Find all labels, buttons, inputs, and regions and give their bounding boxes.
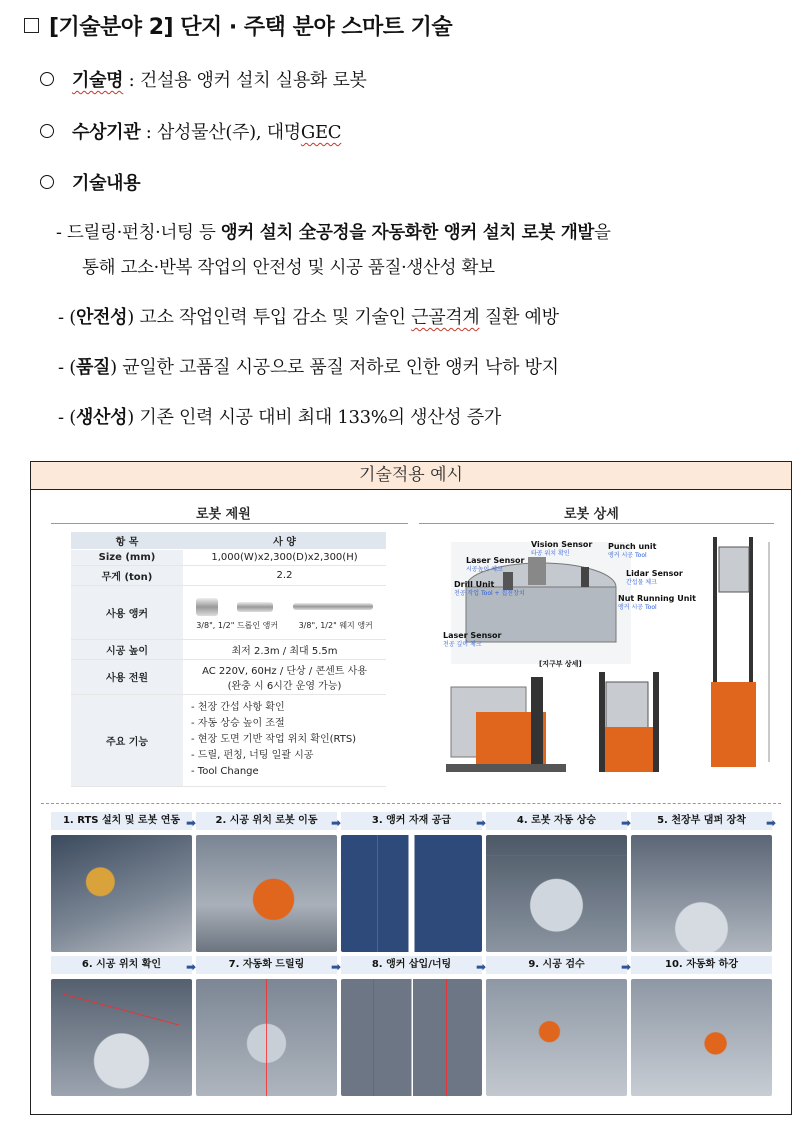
table-row: 무게 (ton) 2.2 bbox=[71, 565, 386, 585]
circle-bullet-icon bbox=[40, 124, 54, 138]
step-photo bbox=[51, 979, 192, 1096]
anchor-images bbox=[186, 594, 383, 620]
arrow-right-icon: ➡ bbox=[620, 960, 631, 974]
table-row: 시공 높이 최저 2.3m / 최대 5.5m bbox=[71, 639, 386, 659]
step-item: 3. 앵커 자재 공급 ➡ bbox=[341, 812, 482, 952]
table-row: 사용 앵커 3/8", 1/2" 드롭인 앵커 3/8", 1/2" 웨지 앵커 bbox=[71, 585, 386, 639]
table-row: 사용 전원 AC 220V, 60Hz / 단상 / 콘센트 사용 (완충 시 6시간 운영 가능) bbox=[71, 659, 386, 694]
laser-sensor-label: Laser Sensor 천공 깊이 체크 bbox=[443, 631, 502, 648]
step-photo bbox=[486, 979, 627, 1096]
laser-sensor-label: Laser Sensor 시공높이 체크 bbox=[466, 556, 525, 573]
vision-sensor-label: Vision Sensor 타공 위치 확인 bbox=[531, 540, 593, 557]
steps-row-2 bbox=[51, 956, 773, 1096]
step-item: 2. 시공 위치 로봇 이동 ➡ bbox=[196, 812, 337, 952]
step-photo bbox=[631, 835, 772, 952]
content-item-productivity: - (생산성) 기존 인력 시공 대비 최대 133%의 생산성 증가 bbox=[58, 407, 501, 428]
dropin-anchor-icon bbox=[196, 598, 218, 616]
arrow-right-icon: ➡ bbox=[620, 816, 631, 830]
jig-detail-caption: [지구부 상세] bbox=[539, 660, 582, 668]
step-photo bbox=[341, 979, 482, 1096]
step-photo bbox=[196, 835, 337, 952]
drill-unit-label: Drill Unit 천공 작업 Tool + 집진장치 bbox=[454, 580, 525, 597]
step-photo bbox=[341, 835, 482, 952]
page-title: [기술분야 2] 단지 · 주택 분야 스마트 기술 bbox=[24, 10, 452, 41]
circle-bullet-icon bbox=[40, 72, 54, 86]
example-header: 기술적용 예시 bbox=[31, 462, 791, 490]
arrow-right-icon: ➡ bbox=[185, 960, 196, 974]
spec-title: 로봇 제원 bbox=[196, 507, 251, 522]
content-main: - 드릴링·펀칭·너팅 등 앵커 설치 全공정을 자동화한 앵커 설치 로봇 개발을 bbox=[56, 223, 611, 243]
arrow-right-icon: ➡ bbox=[330, 960, 341, 974]
table-row: 주요 기능 - 천장 간섭 사항 확인 - 자동 상승 높이 조절 - 현장 도면 기반 작업 위치 확인(RTS) - 드릴, 펀칭, 너팅 일괄 시공 - Tool Change bbox=[71, 694, 386, 786]
arrow-right-icon: ➡ bbox=[185, 816, 196, 830]
nut-running-unit-label: Nut Running Unit 앵커 시공 Tool bbox=[618, 594, 696, 611]
lidar-sensor-label: Lidar Sensor 간섭물 체크 bbox=[626, 569, 683, 586]
step-item: 6. 시공 위치 확인 ➡ bbox=[51, 956, 192, 1096]
example-frame bbox=[30, 461, 792, 1115]
wedge-anchor-icon bbox=[293, 603, 373, 610]
circle-bullet-icon bbox=[40, 175, 54, 189]
section-divider bbox=[41, 803, 781, 804]
step-item: 8. 앵커 삽입/너팅 ➡ bbox=[341, 956, 482, 1096]
step-photo bbox=[631, 979, 772, 1096]
spec-col-value: 사 양 bbox=[183, 532, 386, 549]
process-steps bbox=[51, 812, 776, 1100]
checkbox-square-icon bbox=[24, 18, 39, 33]
punch-unit-label: Punch unit 앵커 시공 Tool bbox=[608, 542, 657, 559]
step-item: 7. 자동화 드릴링 ➡ bbox=[196, 956, 337, 1096]
step-photo bbox=[486, 835, 627, 952]
spec-rule bbox=[51, 523, 408, 524]
field-tech-name: 기술명 : 건설용 앵커 설치 실용화 로봇 bbox=[40, 66, 367, 92]
field-award-org: 수상기관 : 삼성물산(주), 대명GEC bbox=[40, 118, 341, 144]
detail-title: 로봇 상세 bbox=[564, 507, 619, 522]
step-photo bbox=[196, 979, 337, 1096]
dropin-anchor-icon bbox=[237, 602, 273, 612]
field-tech-content: 기술내용 bbox=[40, 169, 140, 195]
step-item: 5. 천장부 댐퍼 장착 ➡ bbox=[631, 812, 772, 952]
arrow-right-icon: ➡ bbox=[765, 816, 776, 830]
step-item: 9. 시공 검수 ➡ bbox=[486, 956, 627, 1096]
step-item: 10. 자동화 하강 bbox=[631, 956, 772, 1096]
spec-table bbox=[71, 532, 386, 787]
arrow-right-icon: ➡ bbox=[475, 960, 486, 974]
content-item-safety: - (안전성) 고소 작업인력 투입 감소 및 기술인 근골격계 질환 예방 bbox=[58, 307, 559, 328]
steps-row-1 bbox=[51, 812, 776, 952]
step-item: 4. 로봇 자동 상승 ➡ bbox=[486, 812, 627, 952]
step-item: 1. RTS 설치 및 로봇 연동 ➡ bbox=[51, 812, 192, 952]
robot-detail-figure bbox=[431, 532, 786, 797]
spec-col-item: 항 목 bbox=[71, 532, 183, 549]
table-row: Size (mm) 1,000(W)x2,300(D)x2,300(H) bbox=[71, 549, 386, 565]
content-item-quality: - (품질) 균일한 고품질 시공으로 품질 저하로 인한 앵커 낙하 방지 bbox=[58, 357, 559, 378]
arrow-right-icon: ➡ bbox=[475, 816, 486, 830]
step-photo bbox=[51, 835, 192, 952]
arrow-right-icon: ➡ bbox=[330, 816, 341, 830]
detail-rule bbox=[419, 523, 774, 524]
content-main-cont: 통해 고소·반복 작업의 안전성 및 시공 품질·생산성 확보 bbox=[82, 258, 495, 278]
